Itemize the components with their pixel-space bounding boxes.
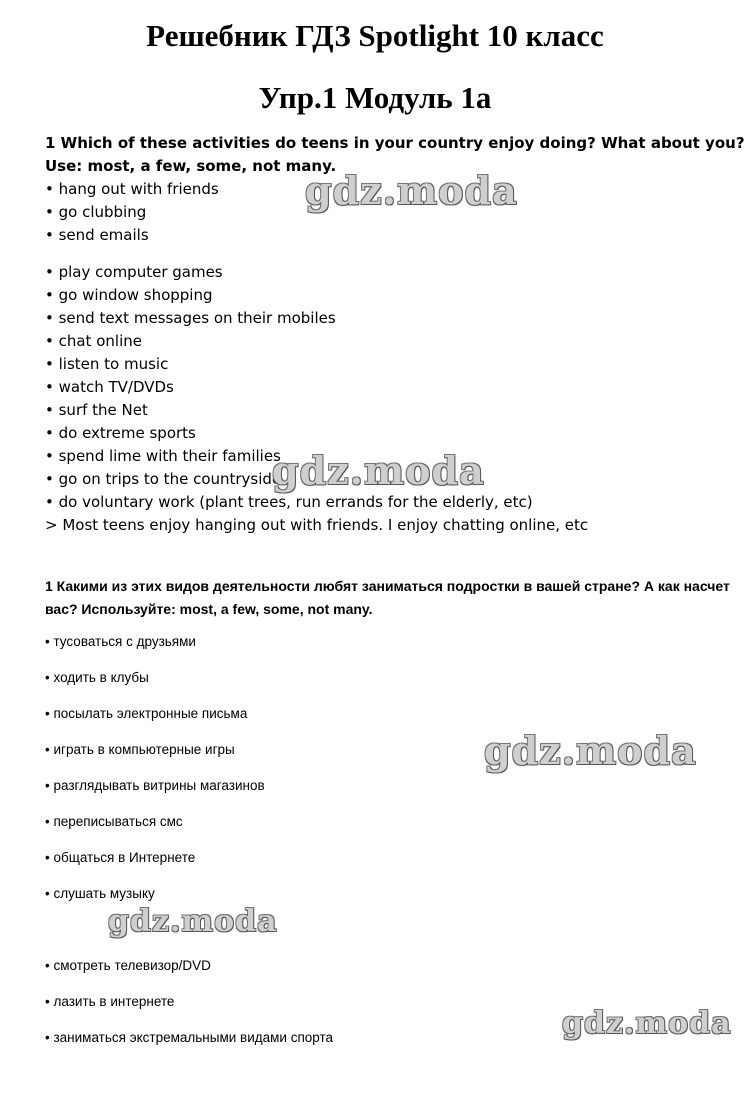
english-question-usage: Use: most, a few, some, not many. (45, 157, 337, 175)
russian-question-line: 1 Какими из этих видов деятельности любят заниматься подростки в вашей стране? А как насчет (45, 578, 730, 594)
watermark: gdz.moda (562, 1006, 732, 1041)
watermark: gdz.moda (305, 168, 518, 213)
list-item: • send text messages on their mobiles (45, 309, 336, 327)
list-item: • watch TV/DVDs (45, 378, 174, 396)
list-item: • go clubbing (45, 203, 147, 221)
exercise-title: Упр.1 Модуль 1а (258, 80, 492, 115)
watermark: gdz.moda (484, 728, 697, 773)
list-item: • тусоваться с друзьями (45, 634, 196, 649)
list-item: • заниматься экстремальными видами спорта (45, 1030, 334, 1045)
list-item: • hang out with friends (45, 180, 219, 198)
list-item: • посылать электронные письма (45, 706, 248, 721)
russian-question (45, 575, 735, 621)
list-item: • go window shopping (45, 286, 213, 304)
list-item: • смотреть телевизор/DVD (45, 958, 211, 973)
english-question: 1 Which of these activities do teens in your country enjoy doing? What about you? (45, 134, 745, 152)
list-item: • chat online (45, 332, 142, 350)
list-item: • общаться в Интернете (45, 850, 196, 865)
list-item: • spend lime with their families (45, 447, 281, 465)
watermark: gdz.moda (108, 904, 278, 939)
list-item: • go on trips to the countryside (45, 470, 282, 488)
list-item: • do extreme sports (45, 424, 196, 442)
list-item: • listen to music (45, 355, 169, 373)
list-item: • лазить в интернете (45, 994, 175, 1009)
russian-question-usage: вас? Используйте: most, a few, some, not many. (45, 601, 373, 617)
list-item: • играть в компьютерные игры (45, 742, 235, 757)
list-item: • do voluntary work (plant trees, run errands for the elderly, etc) (45, 493, 533, 511)
list-item: • play computer games (45, 263, 223, 281)
watermark: gdz.moda (272, 448, 485, 493)
page-title: Решебник ГДЗ Spotlight 10 класс (146, 18, 604, 53)
list-item: • разглядывать витрины магазинов (45, 778, 265, 793)
english-activity-list (45, 261, 735, 537)
answer-example: > Most teens enjoy hanging out with friends. I enjoy chatting online, etc (45, 516, 589, 534)
list-item: • переписываться смс (45, 814, 183, 829)
list-item: • ходить в клубы (45, 670, 149, 685)
list-item: • surf the Net (45, 401, 148, 419)
list-item: • send emails (45, 226, 149, 244)
list-item: • слушать музыку (45, 886, 155, 901)
